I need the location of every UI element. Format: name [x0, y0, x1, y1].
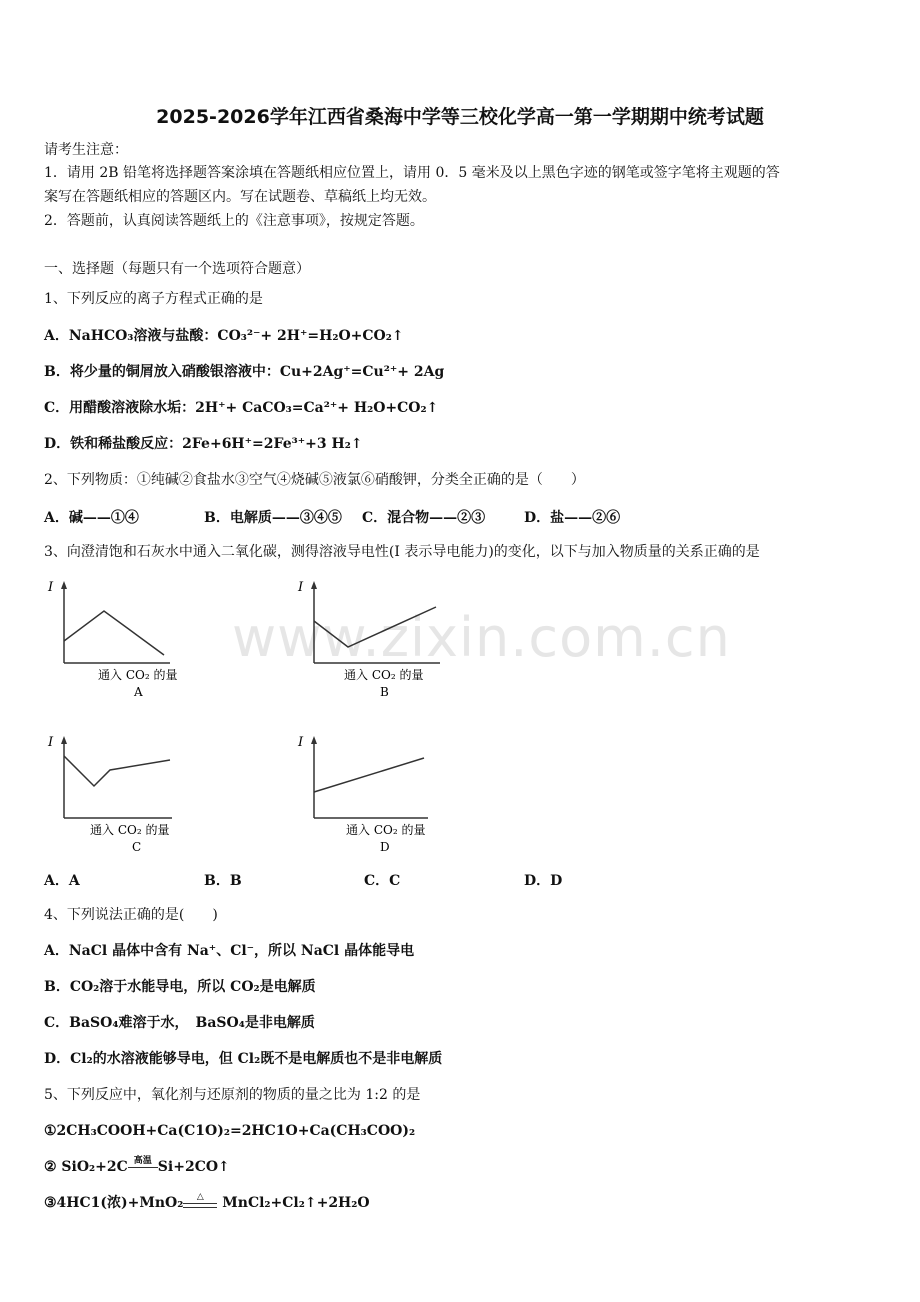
q3-option-d[interactable]: D．D	[524, 873, 563, 889]
graph-c-curve	[64, 756, 170, 786]
q5-reaction-2-products: Si+2CO↑	[157, 1159, 230, 1175]
graph-a-label: A	[134, 685, 143, 699]
graph-a-y-label: I	[48, 580, 54, 595]
q4-option-a[interactable]: A．NaCl 晶体中含有 Na⁺、Cl⁻，所以 NaCl 晶体能导电	[44, 943, 415, 959]
graph-b-curve	[314, 607, 436, 647]
section-heading: 一、选择题（每题只有一个选项符合题意）	[44, 261, 310, 277]
graph-b-x-label: 通入 CO₂ 的量	[344, 668, 424, 682]
q2-option-d[interactable]: D．盐——②⑥	[524, 510, 621, 526]
q5-reaction-2-reactants: ② SiO₂+2C	[44, 1159, 128, 1175]
q5-stem: 5、下列反应中，氧化剂与还原剂的物质的量之比为 1:2 的是	[44, 1087, 421, 1103]
graph-d-label: D	[380, 840, 390, 854]
condition-heating-label: △	[196, 1192, 204, 1202]
q2-option-b[interactable]: B．电解质——③④⑤	[204, 510, 342, 526]
q5-reaction-3-reactants: ③4HC1(浓)+MnO₂	[44, 1195, 184, 1211]
notice-item-1a: 1．请用 2B 铅笔将选择题答案涂填在答题纸相应位置上，请用 0．5 毫米及以上黑色字迹的钢笔或签字笔将主观题的答	[44, 165, 780, 181]
q4-option-b[interactable]: B．CO₂溶于水能导电，所以 CO₂是电解质	[44, 979, 316, 995]
graph-b-y-label: I	[298, 580, 304, 595]
q4-option-c[interactable]: C．BaSO₄难溶于水， BaSO₄是非电解质	[44, 1015, 315, 1031]
q2-option-a[interactable]: A．碱——①④	[44, 510, 139, 526]
q3-stem: 3、向澄清饱和石灰水中通入二氧化碳，测得溶液导电性(I 表示导电能力)的变化，以下与加入物质量的关系正确的是	[44, 544, 760, 560]
graph-c-x-label: 通入 CO₂ 的量	[90, 823, 170, 837]
graph-d-x-label: 通入 CO₂ 的量	[346, 823, 426, 837]
q5-reaction-1: ①2CH₃COOH+Ca(C1O)₂=2HC1O+Ca(CH₃COO)₂	[44, 1123, 416, 1139]
graph-d	[290, 730, 490, 860]
q5-reaction-3-products: MnCl₂+Cl₂↑+2H₂O	[217, 1195, 370, 1211]
q3-option-a[interactable]: A．A	[44, 873, 80, 889]
condition-high-temp	[128, 1158, 158, 1176]
q2-stem: 2、下列物质：①纯碱②食盐水③空气④烧碱⑤液氯⑥硝酸钾，分类全正确的是（ ）	[44, 472, 585, 488]
q1-option-d[interactable]: D．铁和稀盐酸反应：2Fe+6H⁺=2Fe³⁺+3 H₂↑	[44, 436, 363, 452]
notice-item-1b: 案写在答题纸相应的答题区内。写在试题卷、草稿纸上均无效。	[44, 189, 436, 205]
q1-option-c[interactable]: C．用醋酸溶液除水垢：2H⁺+ CaCO₃=Ca²⁺+ H₂O+CO₂↑	[44, 400, 439, 416]
q4-stem: 4、下列说法正确的是( )	[44, 907, 218, 923]
condition-high-temp-label: 高温	[133, 1156, 152, 1166]
q3-option-b[interactable]: B．B	[204, 873, 242, 889]
graph-d-y-label: I	[298, 735, 304, 750]
graph-b-label: B	[380, 685, 389, 699]
graph-c	[40, 730, 240, 860]
graph-a-curve	[64, 611, 164, 655]
notice-item-2: 2．答题前，认真阅读答题纸上的《注意事项》，按规定答题。	[44, 213, 424, 229]
condition-heating	[183, 1194, 217, 1212]
graph-c-label: C	[132, 840, 142, 854]
graph-b	[290, 575, 490, 705]
graph-d-curve	[314, 758, 424, 792]
notice-heading: 请考生注意：	[44, 142, 128, 158]
q5-reaction-2	[44, 1158, 230, 1176]
q4-option-d[interactable]: D．Cl₂的水溶液能够导电，但 Cl₂既不是电解质也不是非电解质	[44, 1051, 443, 1067]
q3-option-c[interactable]: C．C	[364, 873, 401, 889]
q2-option-c[interactable]: C．混合物——②③	[362, 510, 486, 526]
graph-c-y-label: I	[48, 735, 54, 750]
page-title: 2025-2026学年江西省桑海中学等三校化学高一第一学期期中统考试题	[156, 106, 764, 128]
graph-a-x-label: 通入 CO₂ 的量	[98, 668, 178, 682]
q1-stem: 1、下列反应的离子方程式正确的是	[44, 291, 263, 307]
q1-option-b[interactable]: B．将少量的铜屑放入硝酸银溶液中：Cu+2Ag⁺=Cu²⁺+ 2Ag	[44, 364, 445, 380]
q1-option-a[interactable]: A．NaHCO₃溶液与盐酸：CO₃²⁻+ 2H⁺=H₂O+CO₂↑	[44, 328, 404, 344]
q5-reaction-3	[44, 1194, 370, 1212]
graph-a	[40, 575, 240, 705]
watermark: www.zixin.com.cn	[232, 606, 731, 669]
